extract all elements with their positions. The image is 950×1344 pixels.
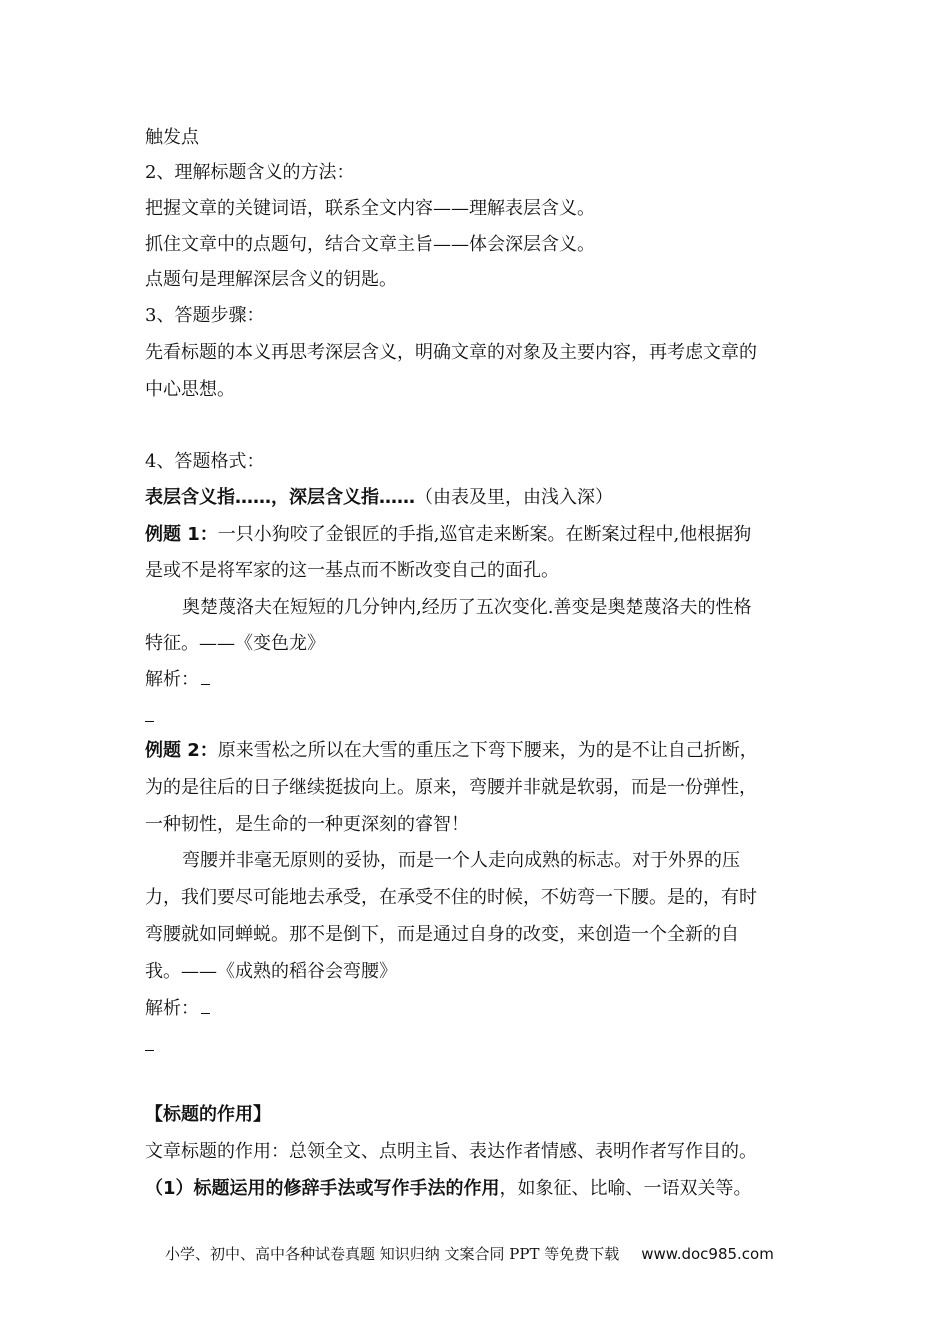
example-2 bbox=[145, 739, 758, 763]
answer-blank-line bbox=[145, 1050, 154, 1051]
text-line: 弯腰并非毫无原则的妥协，而是一个人走向成熟的标志。对于外界的压 bbox=[182, 850, 740, 871]
answer-blank bbox=[201, 668, 210, 685]
example-1 bbox=[145, 523, 751, 547]
text-line: 我。——《成熟的稻谷会弯腰》 bbox=[145, 961, 397, 982]
point-1 bbox=[145, 1177, 752, 1201]
example-1-label: 例题 1： bbox=[145, 524, 218, 545]
heading-format: 4、答题格式： bbox=[145, 451, 265, 472]
analysis-1 bbox=[145, 668, 210, 692]
footer-text: 小学、初中、高中各种试卷真题 知识归纳 文案合同 PPT 等免费下载 bbox=[165, 1245, 620, 1263]
point-1-rest: ，如象征、比喻、一语双关等。 bbox=[499, 1178, 752, 1199]
text-line: 先看标题的本义再思考深层含义，明确文章的对象及主要内容，再考虑文章的 bbox=[145, 342, 757, 363]
page-footer bbox=[165, 1243, 774, 1265]
text-line: 点题句是理解深层含义的钥匙。 bbox=[145, 269, 397, 290]
text-line: 中心思想。 bbox=[145, 379, 235, 400]
format-note: （由表及里，由浅入深） bbox=[415, 487, 613, 508]
text-line: 文章标题的作用：总领全文、点明主旨、表达作者情感、表明作者写作目的。 bbox=[145, 1141, 757, 1162]
text-line: 触发点 bbox=[145, 127, 199, 148]
analysis-label: 解析： bbox=[145, 669, 199, 690]
text-line: 特征。——《变色龙》 bbox=[145, 633, 325, 654]
answer-blank bbox=[201, 997, 210, 1014]
example-2-label: 例题 2： bbox=[145, 740, 218, 761]
text-line: 是或不是将军家的这一基点而不断改变自己的面孔。 bbox=[145, 560, 559, 581]
text-line: 抓住文章中的点题句，结合文章主旨——体会深层含义。 bbox=[145, 234, 595, 255]
text-line: 为的是往后的日子继续挺拔向上。原来，弯腰并非就是软弱，而是一份弹性， bbox=[145, 777, 757, 798]
text-line: 力，我们要尽可能地去承受，在承受不住的时候，不妨弯一下腰。是的，有时 bbox=[145, 887, 757, 908]
analysis-2 bbox=[145, 997, 210, 1021]
example-1-text: 一只小狗咬了金银匠的手指,巡官走来断案。在断案过程中,他根据狗 bbox=[217, 524, 752, 545]
analysis-label: 解析： bbox=[145, 998, 199, 1019]
format-line bbox=[145, 486, 613, 510]
section-title: 【标题的作用】 bbox=[145, 1104, 271, 1125]
heading-steps: 3、答题步骤： bbox=[145, 305, 265, 326]
heading-method: 2、理解标题含义的方法： bbox=[145, 162, 355, 183]
format-bold: 表层含义指……，深层含义指…… bbox=[145, 487, 415, 508]
answer-blank-line bbox=[145, 721, 154, 722]
text-line: 一种韧性，是生命的一种更深刻的睿智！ bbox=[145, 814, 469, 835]
text-line: 奥楚蔑洛夫在短短的几分钟内,经历了五次变化.善变是奥楚蔑洛夫的性格 bbox=[182, 597, 752, 618]
text-line: 把握文章的关键词语，联系全文内容——理解表层含义。 bbox=[145, 198, 595, 219]
example-2-text: 原来雪松之所以在大雪的重压之下弯下腰来，为的是不让自己折断， bbox=[217, 740, 758, 761]
point-1-bold: （1）标题运用的修辞手法或写作手法的作用 bbox=[145, 1178, 500, 1199]
text-line: 弯腰就如同蝉蜕。那不是倒下，而是通过自身的改变，来创造一个全新的自 bbox=[145, 924, 739, 945]
footer-url[interactable]: www.doc985.com bbox=[641, 1245, 774, 1263]
